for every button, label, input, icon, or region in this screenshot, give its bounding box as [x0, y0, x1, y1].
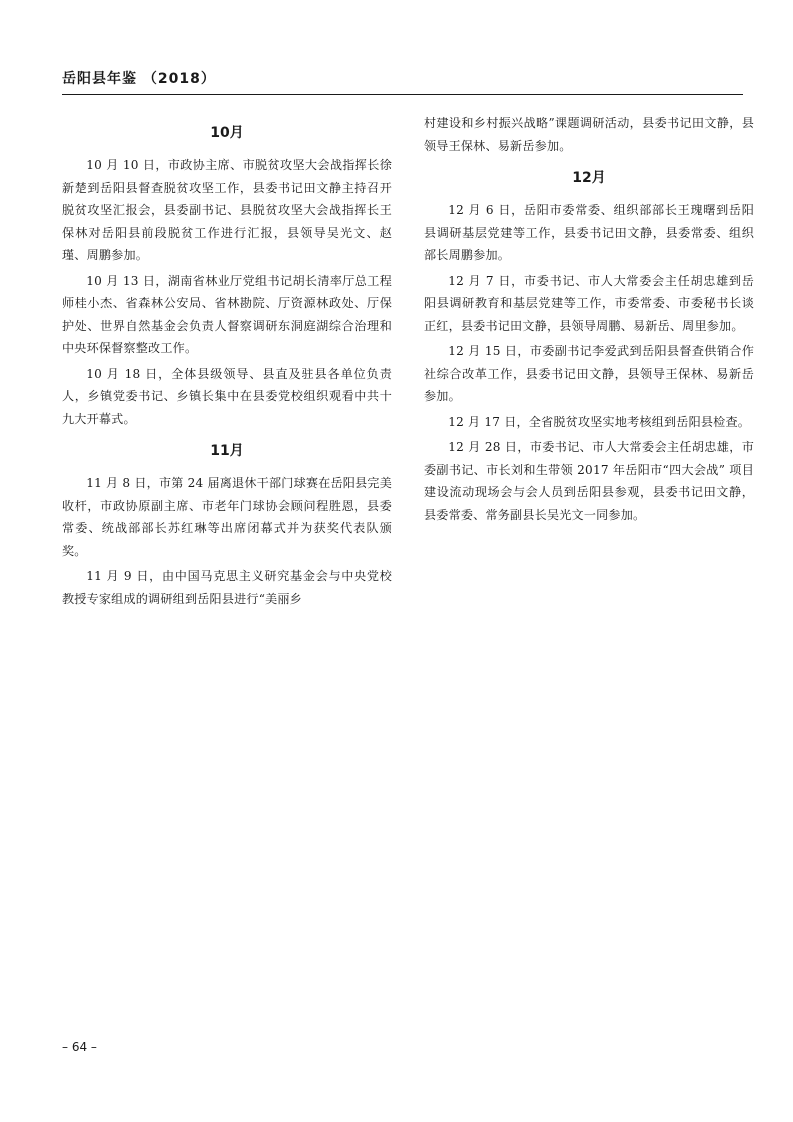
- paragraph-oct-18: 10 月 18 日，全体县级领导、县直及驻县各单位负责人，乡镇党委书记、乡镇长集中在县委党校组织观看中共十九大开幕式。: [62, 366, 392, 426]
- paragraph-oct-10: 10 月 10 日，市政协主席、市脱贫攻坚大会战指挥长徐新楚到岳阳县督查脱贫攻坚工作，县委书记田文静主持召开脱贫攻坚汇报会，县委副书记、县脱贫攻坚大会战指挥长王保林对岳阳县前段脱贫工作进行汇报，县领导吴光文、赵瑾、周鹏参加。: [62, 158, 392, 262]
- paragraph-dec-7: 12 月 7 日，市委书记、市人大常委会主任胡忠雄到岳阳县调研教育和基层党建等工作，市委常委、市委秘书长谈正红，县委书记田文静，县领导周鹏、易新岳、周里参加。: [424, 273, 754, 333]
- paragraph-nov-8: 11 月 8 日，市第 24 届离退休干部门球赛在岳阳县完美收杆，市政协原副主席、市老年门球协会顾问程胜恩，县委常委、统战部部长苏红琳等出席闭幕式并为获奖代表队颁奖。: [62, 476, 392, 558]
- paragraph-dec-6: 12 月 6 日，岳阳市委常委、组织部部长王瑰曙到岳阳县调研基层党建等工作，县委书记田文静，县委常委、组织部长周鹏参加。: [424, 203, 754, 262]
- header-rule: [62, 94, 743, 95]
- month-heading-november: 11月: [210, 443, 244, 459]
- page-number: – 64 –: [62, 1040, 97, 1054]
- month-heading-december: 12月: [572, 170, 606, 186]
- paragraph-dec-15: 12 月 15 日，市委副书记李爱武到岳阳县督查供销合作社综合改革工作，县委书记田文静，县领导王保林、易新岳参加。: [424, 344, 754, 403]
- left-column: [62, 112, 392, 613]
- paragraph-dec-17: 12 月 17 日，全省脱贫攻坚实地考核组到岳阳县检查。: [448, 414, 751, 429]
- paragraph-oct-13: 10 月 13 日，湖南省林业厅党组书记胡长清率厅总工程师桂小杰、省森林公安局、省林勘院、厅资源林政处、厅保护处、世界自然基金会负责人督察调研东洞庭湖综合治理和中央环保督察整改工作。: [62, 273, 392, 355]
- running-header: 岳阳县年鉴 （2018）: [62, 71, 216, 87]
- month-heading-october: 10月: [210, 125, 244, 141]
- paragraph-nov-9-continued: 村建设和乡村振兴战略”课题调研活动，县委书记田文静，县领导王保林、易新岳参加。: [424, 116, 754, 153]
- right-column: [424, 112, 754, 529]
- paragraph-nov-9: 11 月 9 日，由中国马克思主义研究基金会与中央党校教授专家组成的调研组到岳阳县进行“美丽乡: [62, 569, 392, 606]
- paragraph-dec-28: 12 月 28 日，市委书记、市人大常委会主任胡忠雄，市委副书记、市长刘和生带领 2017 年岳阳市“四大会战” 项目建设流动现场会与会人员到岳阳县参观，县委书记田文静，县委常委、常务副县长吴光文一同参加。: [424, 440, 754, 522]
